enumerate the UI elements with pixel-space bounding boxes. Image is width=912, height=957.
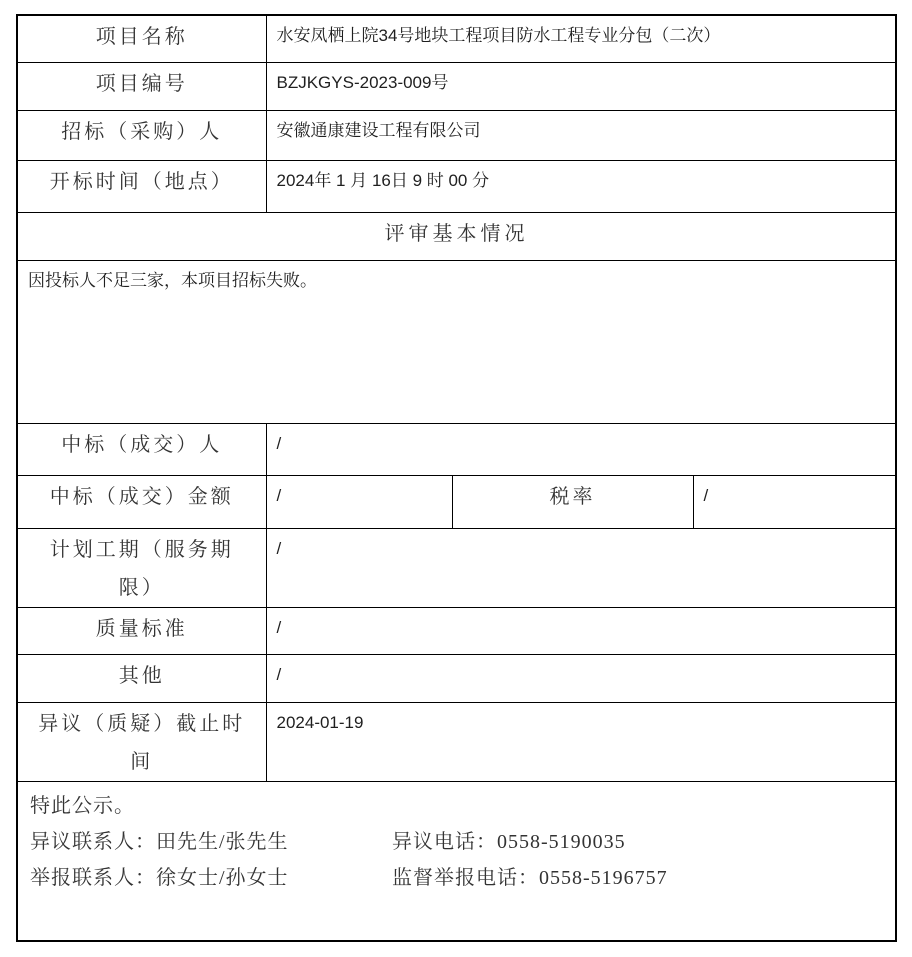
bid-opening-value: 2024年 1 月 16日 9 时 00 分 [266, 160, 896, 212]
project-number-value: BZJKGYS-2023-009号 [266, 62, 896, 110]
project-number-label: 项目编号 [17, 62, 266, 110]
row-bid-opening [17, 160, 896, 212]
bid-opening-label: 开标时间（地点） [17, 160, 266, 212]
row-duration [17, 528, 896, 607]
report-contact-line [30, 860, 883, 896]
bid-result-table [16, 14, 897, 942]
objection-contact-line [30, 824, 883, 860]
row-project-number [17, 62, 896, 110]
tenderer-label: 招标（采购）人 [17, 110, 266, 160]
tax-rate-label: 税率 [452, 475, 693, 528]
objection-contact: 异议联系人：田先生/张先生 [30, 830, 289, 853]
footer-notice: 特此公示。 [30, 794, 135, 817]
objection-deadline-value: 2024-01-19 [266, 702, 896, 781]
project-name-label: 项目名称 [17, 15, 266, 62]
row-review-header [17, 212, 896, 260]
announcement-document [16, 14, 896, 942]
row-amount [17, 475, 896, 528]
other-label: 其他 [17, 654, 266, 702]
row-review-content [17, 260, 896, 423]
review-content-text: 因投标人不足三家，本项目招标失败。 [17, 260, 896, 423]
report-contact: 举报联系人：徐女士/孙女士 [30, 866, 289, 889]
objection-deadline-label: 异议（质疑）截止时间 [17, 702, 266, 781]
report-phone: 监督举报电话：0558-5196757 [392, 866, 668, 889]
tax-rate-value: / [693, 475, 896, 528]
project-name-value: 水安凤栖上院34号地块工程项目防水工程专业分包（二次） [266, 15, 896, 62]
winner-value: / [266, 423, 896, 475]
review-section-title: 评审基本情况 [17, 212, 896, 260]
other-value: / [266, 654, 896, 702]
winner-label: 中标（成交）人 [17, 423, 266, 475]
row-project-name [17, 15, 896, 62]
duration-value: / [266, 528, 896, 607]
amount-label: 中标（成交）金额 [17, 475, 266, 528]
objection-phone: 异议电话：0558-5190035 [392, 830, 626, 853]
row-winner [17, 423, 896, 475]
row-quality [17, 607, 896, 654]
amount-value: / [266, 475, 452, 528]
tenderer-value: 安徽通康建设工程有限公司 [266, 110, 896, 160]
quality-value: / [266, 607, 896, 654]
row-other [17, 654, 896, 702]
row-objection-deadline [17, 702, 896, 781]
footer-cell [17, 781, 896, 941]
duration-label: 计划工期（服务期限） [17, 528, 266, 607]
row-tenderer [17, 110, 896, 160]
quality-label: 质量标准 [17, 607, 266, 654]
row-footer [17, 781, 896, 941]
